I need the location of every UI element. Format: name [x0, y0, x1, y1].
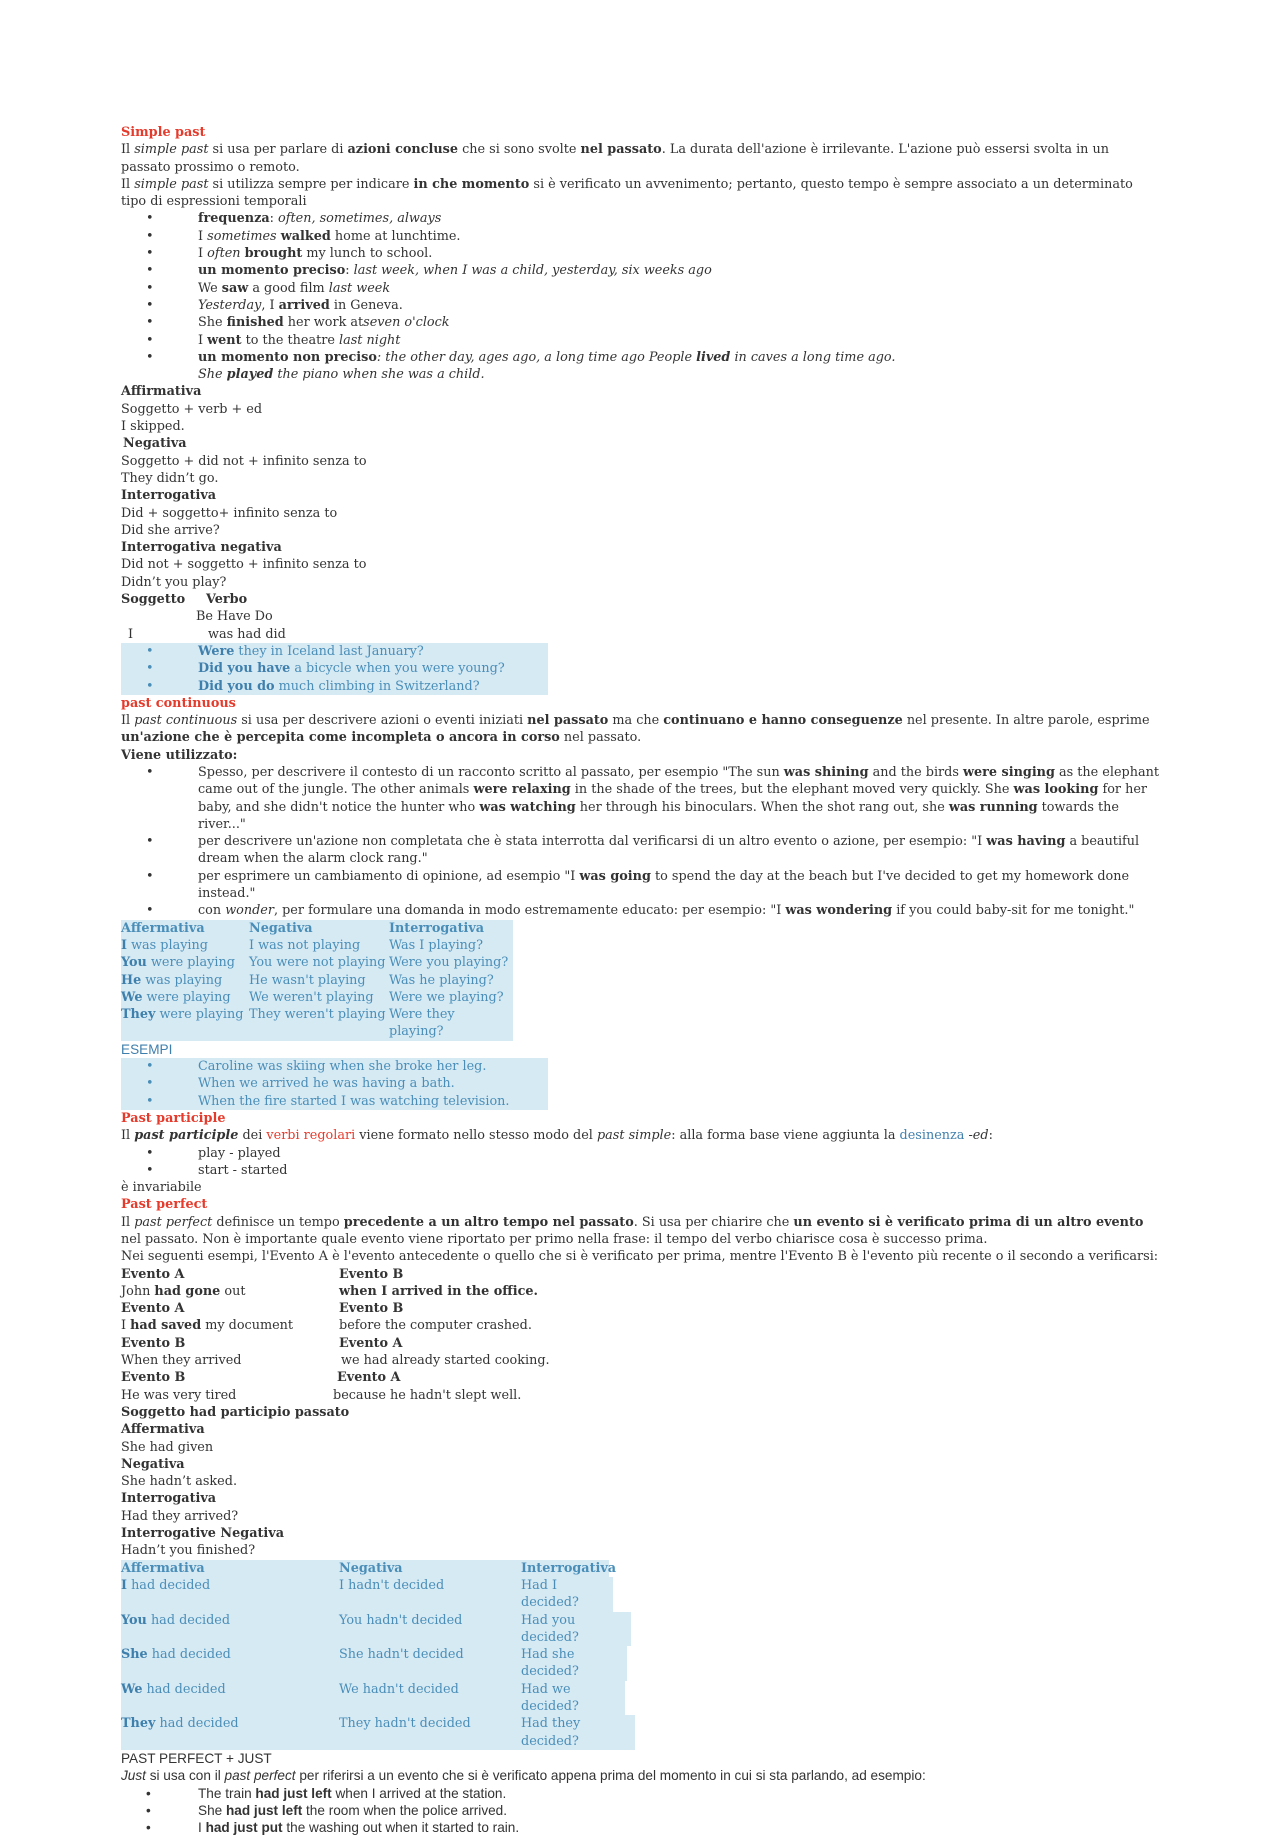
event-pair-header: Evento A Evento B: [121, 1300, 1161, 1317]
simple-past-title: Simple past: [121, 124, 1161, 141]
list-item: • She had just left the room when the police arrived.: [121, 1802, 1161, 1819]
list-item: • When the fire started I was watching television.: [121, 1093, 548, 1110]
verb-forms: was had did: [208, 626, 286, 643]
past-perfect-intro-2: Nei seguenti esempi, l'Evento A è l'evento antecedente o quello che si è verificato per prima, mentre l'Evento B è l'evento più recente o il secondo a verificarsi:: [121, 1248, 1161, 1265]
table-row: We had decided We hadn't decided Had we decided?: [121, 1681, 635, 1716]
example-text: Had they arrived?: [121, 1508, 1161, 1525]
list-item: • un momento non preciso: the other day, ages ago, a long time ago People lived in caves a long time ago.: [121, 349, 1161, 366]
event-pair-header: Evento A Evento B: [121, 1266, 1161, 1283]
list-item: • un momento preciso: last week, when I was a child, yesterday, six weeks ago: [121, 262, 1161, 279]
list-item: • I went to the theatre last night: [121, 332, 1161, 349]
list-item: • con wonder, per formulare una domanda in modo estremamente educato: per esempio: "I was wondering if you could baby-sit for me tonight.": [121, 902, 1161, 919]
section-heading: Negativa: [121, 1456, 1161, 1473]
example-text: Hadn’t you finished?: [121, 1542, 1161, 1559]
example-text: She hadn’t asked.: [121, 1473, 1161, 1490]
rule-text: Did not + soggetto + infinito senza to: [121, 556, 1161, 573]
section-heading: Negativa: [121, 435, 1161, 452]
verb-table-subheader: Be Have Do: [121, 608, 1161, 625]
event-pair-row: He was very tired because he hadn't slept well.: [121, 1387, 1161, 1404]
table-row: You were playing You were not playing Were you playing?: [121, 954, 513, 971]
table-row: She had decided She hadn't decided Had she decided?: [121, 1646, 635, 1681]
list-item: • I sometimes walked home at lunchtime.: [121, 228, 1161, 245]
event-pair-row: I had saved my document before the computer crashed.: [121, 1317, 1161, 1334]
rule-text: Did + soggetto+ infinito senza to: [121, 505, 1161, 522]
list-item: • frequenza: often, sometimes, always: [121, 210, 1161, 227]
verb-table-header: [121, 591, 1161, 608]
past-perfect-intro: Il past perfect definisce un tempo precedente a un altro tempo nel passato. Si usa per chiarire che un evento si è verificato prima di un altro evento nel passato. Non è importante quale evento viene riportato per primo nella frase: il tempo del verbo chiarisce cosa è successo prima.: [121, 1214, 1161, 1249]
event-pair-header: Evento B Evento A: [121, 1369, 1161, 1386]
document-page: [121, 124, 1161, 1836]
table-row: They had decided They hadn't decided Had they decided?: [121, 1715, 635, 1750]
list-item: • She finished her work atseven o'clock: [121, 314, 1161, 331]
list-item: • per descrivere un'azione non completata che è stata interrotta dal verificarsi di un altro evento o azione, per esempio: "I was having a beautiful dream when the alarm clock rang.": [121, 833, 1161, 868]
past-perfect-conjugation-table: [121, 1560, 635, 1750]
list-item: • Caroline was skiing when she broke her leg.: [121, 1058, 548, 1075]
section-heading: Affermativa: [121, 1421, 1161, 1438]
example-text: They didn’t go.: [121, 470, 1161, 487]
example-text: She had given: [121, 1439, 1161, 1456]
past-continuous-uses: [121, 764, 1161, 920]
table-row: He was playing He wasn't playing Was he playing?: [121, 972, 513, 989]
past-perfect-just-intro: Just si usa con il past perfect per riferirsi a un evento che si è verificato appena prima del momento in cui si sta parlando, ad esempio:: [121, 1767, 1161, 1784]
past-continuous-examples: [121, 1058, 1161, 1110]
table-row: We were playing We weren't playing Were we playing?: [121, 989, 513, 1006]
section-heading: Interrogative Negativa: [121, 1525, 1161, 1542]
past-perfect-title: Past perfect: [121, 1196, 1161, 1213]
table-header: Affermativa Negativa Interrogativa: [121, 1560, 635, 1577]
past-continuous-title: past continuous: [121, 695, 1161, 712]
list-item: • I often brought my lunch to school.: [121, 245, 1161, 262]
section-heading: Interrogativa: [121, 1490, 1161, 1507]
invariable-note: è invariabile: [121, 1179, 1161, 1196]
list-item: • I had just put the washing out when it started to rain.: [121, 1819, 1161, 1836]
simple-past-question-examples: [121, 643, 1161, 695]
list-item: • The train had just left when I arrived at the station.: [121, 1785, 1161, 1802]
event-pair-header: Evento B Evento A: [121, 1335, 1161, 1352]
section-heading: Interrogativa negativa: [121, 539, 1161, 556]
list-item: • play - played: [121, 1145, 1161, 1162]
list-item: • Did you do much climbing in Switzerland?: [121, 678, 548, 695]
section-heading: Affirmativa: [121, 383, 1161, 400]
verb-subject: I: [121, 626, 208, 643]
event-pair-row: John had gone out when I arrived in the office.: [121, 1283, 1161, 1300]
example-text: Did she arrive?: [121, 522, 1161, 539]
verbo-header: Verbo: [206, 591, 247, 608]
past-continuous-conjugation-table: [121, 920, 513, 1041]
list-item: • Spesso, per descrivere il contesto di un racconto scritto al passato, per esempio "The sun was shining and the birds were singing as the elephant came out of the jungle. The other animals were relaxing in the shade of the trees, but the elephant moved very quickly. She was looking for her baby, and she didn't notice the hunter who was watching her through his binoculars. When the shot rang out, she was running towards the river...": [121, 764, 1161, 833]
rule-text: Soggetto + did not + infinito senza to: [121, 453, 1161, 470]
event-pair-row: When they arrived we had already started cooking.: [121, 1352, 1161, 1369]
simple-past-intro-2: Il simple past si utilizza sempre per indicare in che momento si è verificato un avvenimento; pertanto, questo tempo è sempre associato a un determinato tipo di espressioni temporali: [121, 176, 1161, 211]
list-item: • Were they in Iceland last January?: [121, 643, 548, 660]
list-item: • Did you have a bicycle when you were young?: [121, 660, 548, 677]
list-item: • When we arrived he was having a bath.: [121, 1075, 548, 1092]
table-row: I was playing I was not playing Was I playing?: [121, 937, 513, 954]
past-perfect-just-examples: [121, 1785, 1161, 1836]
past-participle-title: Past participle: [121, 1110, 1161, 1127]
section-heading: Viene utilizzato:: [121, 747, 1161, 764]
table-row: You had decided You hadn't decided Had you decided?: [121, 1612, 635, 1647]
section-heading: Soggetto had participio passato: [121, 1404, 1161, 1421]
table-row: They were playing They weren't playing Were they playing?: [121, 1006, 513, 1041]
example-text: I skipped.: [121, 418, 1161, 435]
list-item: She played the piano when she was a child.: [121, 366, 1161, 383]
table-header: Affermativa Negativa Interrogativa: [121, 920, 513, 937]
table-row: I had decided I hadn't decided Had I decided?: [121, 1577, 635, 1612]
past-participle-examples: [121, 1145, 1161, 1180]
verb-table-row: [121, 626, 1161, 643]
list-item: • per esprimere un cambiamento di opinione, ad esempio "I was going to spend the day at the beach but I've decided to get my homework done instead.": [121, 868, 1161, 903]
simple-past-intro-1: Il simple past si usa per parlare di azioni concluse che si sono svolte nel passato. La durata dell'azione è irrilevante. L'azione può essersi svolta in un passato prossimo o remoto.: [121, 141, 1161, 176]
rule-text: Soggetto + verb + ed: [121, 401, 1161, 418]
list-item: • start - started: [121, 1162, 1161, 1179]
past-participle-intro: Il past participle dei verbi regolari viene formato nello stesso modo del past simple: alla forma base viene aggiunta la desinenza -ed:: [121, 1127, 1161, 1144]
simple-past-time-expressions: [121, 210, 1161, 383]
example-text: Didn’t you play?: [121, 574, 1161, 591]
list-item: • We saw a good film last week: [121, 280, 1161, 297]
past-perfect-just-title: PAST PERFECT + JUST: [121, 1750, 1161, 1767]
list-item: • Yesterday, I arrived in Geneva.: [121, 297, 1161, 314]
esempi-label: ESEMPI: [121, 1041, 1161, 1058]
soggetto-header: Soggetto: [121, 591, 206, 608]
past-continuous-intro: Il past continuous si usa per descrivere azioni o eventi iniziati nel passato ma che continuano e hanno conseguenze nel presente. In altre parole, esprime un'azione che è percepita come incompleta o ancora in corso nel passato.: [121, 712, 1161, 747]
section-heading: Interrogativa: [121, 487, 1161, 504]
